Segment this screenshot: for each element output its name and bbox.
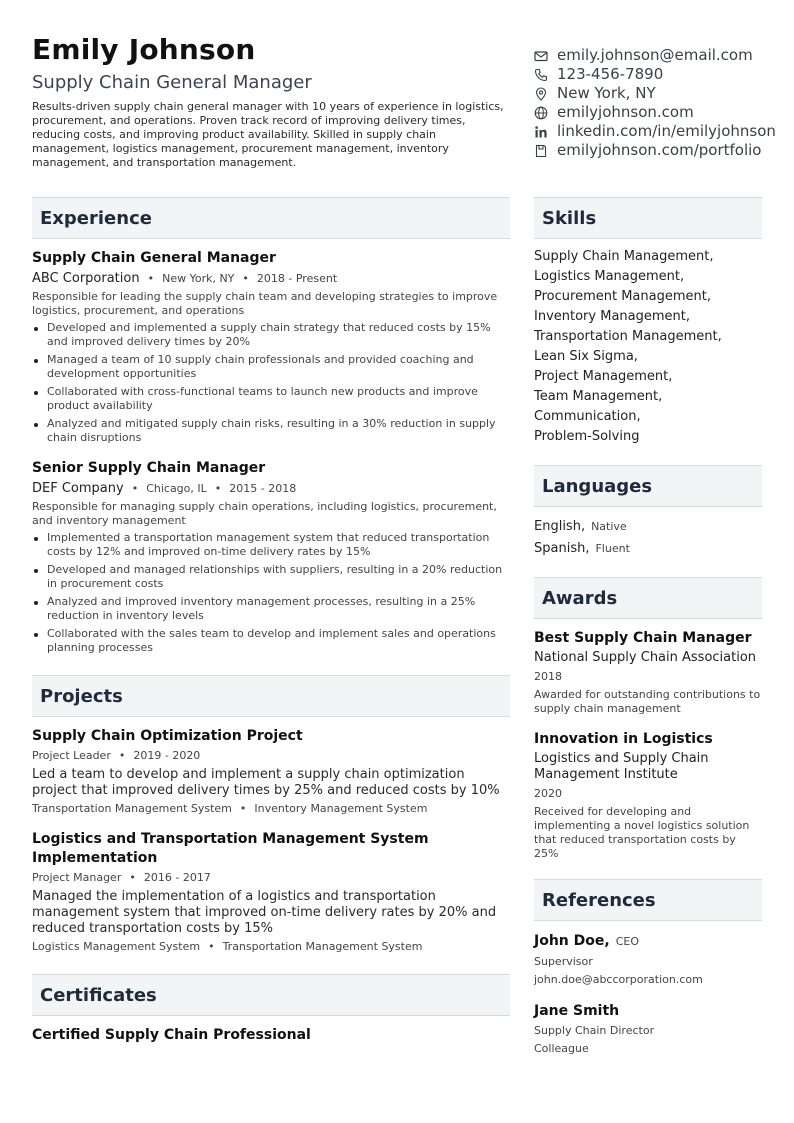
separator-dot: • [242, 272, 249, 285]
certificate-name: Certified Supply Chain Professional [32, 1027, 311, 1043]
resume-header [32, 32, 507, 170]
phone-icon [534, 68, 548, 82]
portfolio-icon [534, 144, 548, 158]
award-year: 2018 [534, 670, 562, 683]
separator-dot: • [129, 871, 136, 884]
skills-list [534, 247, 762, 447]
award-description: Received for developing and implementing a novel logistics solution that reduced transportation costs by 25% [534, 805, 750, 860]
summary-text: Results-driven supply chain general manager with 10 years of experience in logistics, procurement, and operations. Proven track record of improving delivery times, reducing costs, and improving product availability. Skilled in supply chain management, logistics management, procurement management, inventory management, and transportation management. [32, 100, 504, 169]
language-level: Native [591, 520, 627, 533]
contact-email[interactable] [534, 46, 794, 65]
skill-item: Inventory Management, [534, 309, 690, 324]
project-meta [32, 870, 510, 885]
project-description: Managed the implementation of a logistics and transportation management system that improved on-time delivery rates by 20% and reduced transportation costs by 15% [32, 889, 497, 936]
project-tag: Transportation Management System [32, 802, 232, 815]
skill-item: Transportation Management, [534, 329, 722, 344]
languages-heading [534, 465, 762, 507]
project-tag: Transportation Management System [222, 940, 423, 953]
skill-item: Problem-Solving [534, 429, 640, 444]
projects-heading-text: Projects [40, 685, 123, 707]
contact-location [534, 84, 794, 103]
job-bullet: Implemented a transportation management system that reduced transportation costs by 12% and improved on-time delivery rates by 15% [32, 531, 510, 559]
location-pin-icon [534, 87, 548, 101]
skill-item: Team Management, [534, 389, 663, 404]
reference-entry [534, 931, 762, 987]
award-description: Awarded for outstanding contributions to supply chain management [534, 688, 761, 715]
languages-list [534, 515, 762, 559]
awards-heading [534, 577, 762, 619]
job-location: New York, NY [162, 272, 235, 285]
award-organization: National Supply Chain Association [534, 650, 757, 665]
contact-linkedin-text: linkedin.com/in/emilyjohnson [557, 122, 776, 140]
job-bullet: Analyzed and mitigated supply chain risks, resulting in a 30% reduction in supply chain disruptions [32, 417, 510, 445]
award-entry [534, 730, 762, 861]
project-tags [32, 801, 510, 816]
language-item [534, 515, 762, 537]
language-name: English, [534, 519, 586, 534]
contact-website-text: emilyjohnson.com [557, 103, 694, 121]
job-title: Senior Supply Chain Manager [32, 460, 266, 476]
separator-dot: • [118, 749, 126, 762]
award-organization: Logistics and Supply Chain Management Institute [534, 751, 709, 782]
languages-heading-text: Languages [542, 475, 653, 497]
project-entry [32, 727, 510, 816]
candidate-title: Supply Chain General Manager [32, 72, 312, 93]
reference-name: Jane Smith [534, 1003, 620, 1019]
project-tag: Logistics Management System [32, 940, 201, 953]
contact-phone-text: 123-456-7890 [557, 65, 664, 83]
reference-header [534, 1001, 762, 1020]
project-description: Led a team to develop and implement a supply chain optimization project that improved delivery times by 25% and reduced costs by 10% [32, 767, 500, 798]
linkedin-icon [534, 125, 548, 139]
contact-website[interactable] [534, 103, 794, 122]
job-bullet: Collaborated with cross-functional teams to launch new products and improve product availability [32, 385, 510, 413]
job-bullet: Developed and managed relationships with suppliers, resulting in a 20% reduction in procurement costs [32, 563, 510, 591]
skill-item: Project Management, [534, 369, 673, 384]
language-item [534, 537, 762, 559]
job-company: ABC Corporation [32, 271, 140, 286]
contact-portfolio-text: emilyjohnson.com/portfolio [557, 141, 762, 159]
experience-heading-text: Experience [40, 207, 152, 229]
candidate-name: Emily Johnson [32, 33, 256, 66]
project-meta [32, 748, 510, 763]
skill-item: Logistics Management, [534, 269, 685, 284]
project-dates: 2016 - 2017 [143, 871, 211, 884]
award-title: Innovation in Logistics [534, 731, 713, 747]
language-level: Fluent [595, 542, 630, 555]
reference-title: CEO [615, 935, 639, 948]
separator-dot: • [208, 940, 215, 953]
separator-dot: • [131, 482, 139, 495]
award-entry [534, 629, 762, 716]
contact-linkedin[interactable] [534, 122, 794, 141]
sidebar-column [534, 197, 762, 1056]
job-bullets [32, 321, 510, 445]
award-year: 2020 [534, 787, 562, 800]
experience-entry [32, 459, 510, 655]
certificates-heading-text: Certificates [40, 984, 157, 1006]
awards-heading-text: Awards [542, 587, 618, 609]
separator-dot: • [239, 802, 247, 815]
project-tag: Inventory Management System [254, 802, 428, 815]
project-role: Project Manager [32, 871, 122, 884]
skills-heading [534, 197, 762, 239]
skill-item: Communication, [534, 409, 641, 424]
email-icon [534, 49, 548, 63]
language-name: Spanish, [534, 541, 590, 556]
reference-name: John Doe, [534, 933, 610, 949]
main-column [32, 197, 510, 1044]
reference-relation: Colleague [534, 1042, 589, 1055]
contact-email-text: emily.johnson@email.com [557, 46, 753, 64]
contact-phone[interactable] [534, 65, 794, 84]
job-bullet: Developed and implemented a supply chain strategy that reduced costs by 15% and improved delivery times by 20% [32, 321, 510, 349]
separator-dot: • [147, 272, 155, 285]
project-entry [32, 830, 510, 954]
award-title: Best Supply Chain Manager [534, 630, 752, 646]
project-role: Project Leader [32, 749, 111, 762]
globe-icon [534, 106, 548, 120]
contact-portfolio[interactable] [534, 141, 794, 160]
experience-heading [32, 197, 510, 239]
contact-list [534, 46, 794, 160]
job-bullet: Analyzed and improved inventory management processes, resulting in a 25% reduction in inventory levels [32, 595, 510, 623]
contact-location-text: New York, NY [557, 84, 656, 102]
job-company: DEF Company [32, 481, 124, 496]
reference-email[interactable]: john.doe@abccorporation.com [534, 973, 703, 986]
projects-heading [32, 675, 510, 717]
reference-position: Supply Chain Director [534, 1024, 655, 1037]
project-dates: 2019 - 2020 [133, 749, 201, 762]
references-heading-text: References [542, 889, 656, 911]
project-title: Supply Chain Optimization Project [32, 728, 303, 744]
skill-item: Supply Chain Management, [534, 249, 714, 264]
reference-entry [534, 1001, 762, 1056]
job-bullets [32, 531, 510, 655]
certificates-heading [32, 974, 510, 1016]
job-title: Supply Chain General Manager [32, 250, 276, 266]
job-meta [32, 270, 510, 287]
job-bullet: Collaborated with the sales team to develop and implement sales and operations planning processes [32, 627, 510, 655]
job-location: Chicago, IL [146, 482, 207, 495]
job-dates: 2018 - Present [256, 272, 338, 285]
skill-item: Procurement Management, [534, 289, 711, 304]
experience-entry [32, 249, 510, 445]
job-bullet: Managed a team of 10 supply chain professionals and provided coaching and development opportunities [32, 353, 510, 381]
job-meta [32, 480, 510, 497]
job-description: Responsible for leading the supply chain team and developing strategies to improve logistics, procurement, and operations [32, 290, 498, 317]
skills-heading-text: Skills [542, 207, 597, 229]
job-description: Responsible for managing supply chain operations, including logistics, procurement, and inventory management [32, 500, 497, 527]
project-title: Logistics and Transportation Management System Implementation [32, 831, 429, 866]
skill-item: Lean Six Sigma, [534, 349, 638, 364]
reference-relation: Supervisor [534, 955, 593, 968]
job-dates: 2015 - 2018 [229, 482, 297, 495]
separator-dot: • [214, 482, 222, 495]
project-tags [32, 939, 510, 954]
references-heading [534, 879, 762, 921]
reference-header [534, 931, 762, 951]
